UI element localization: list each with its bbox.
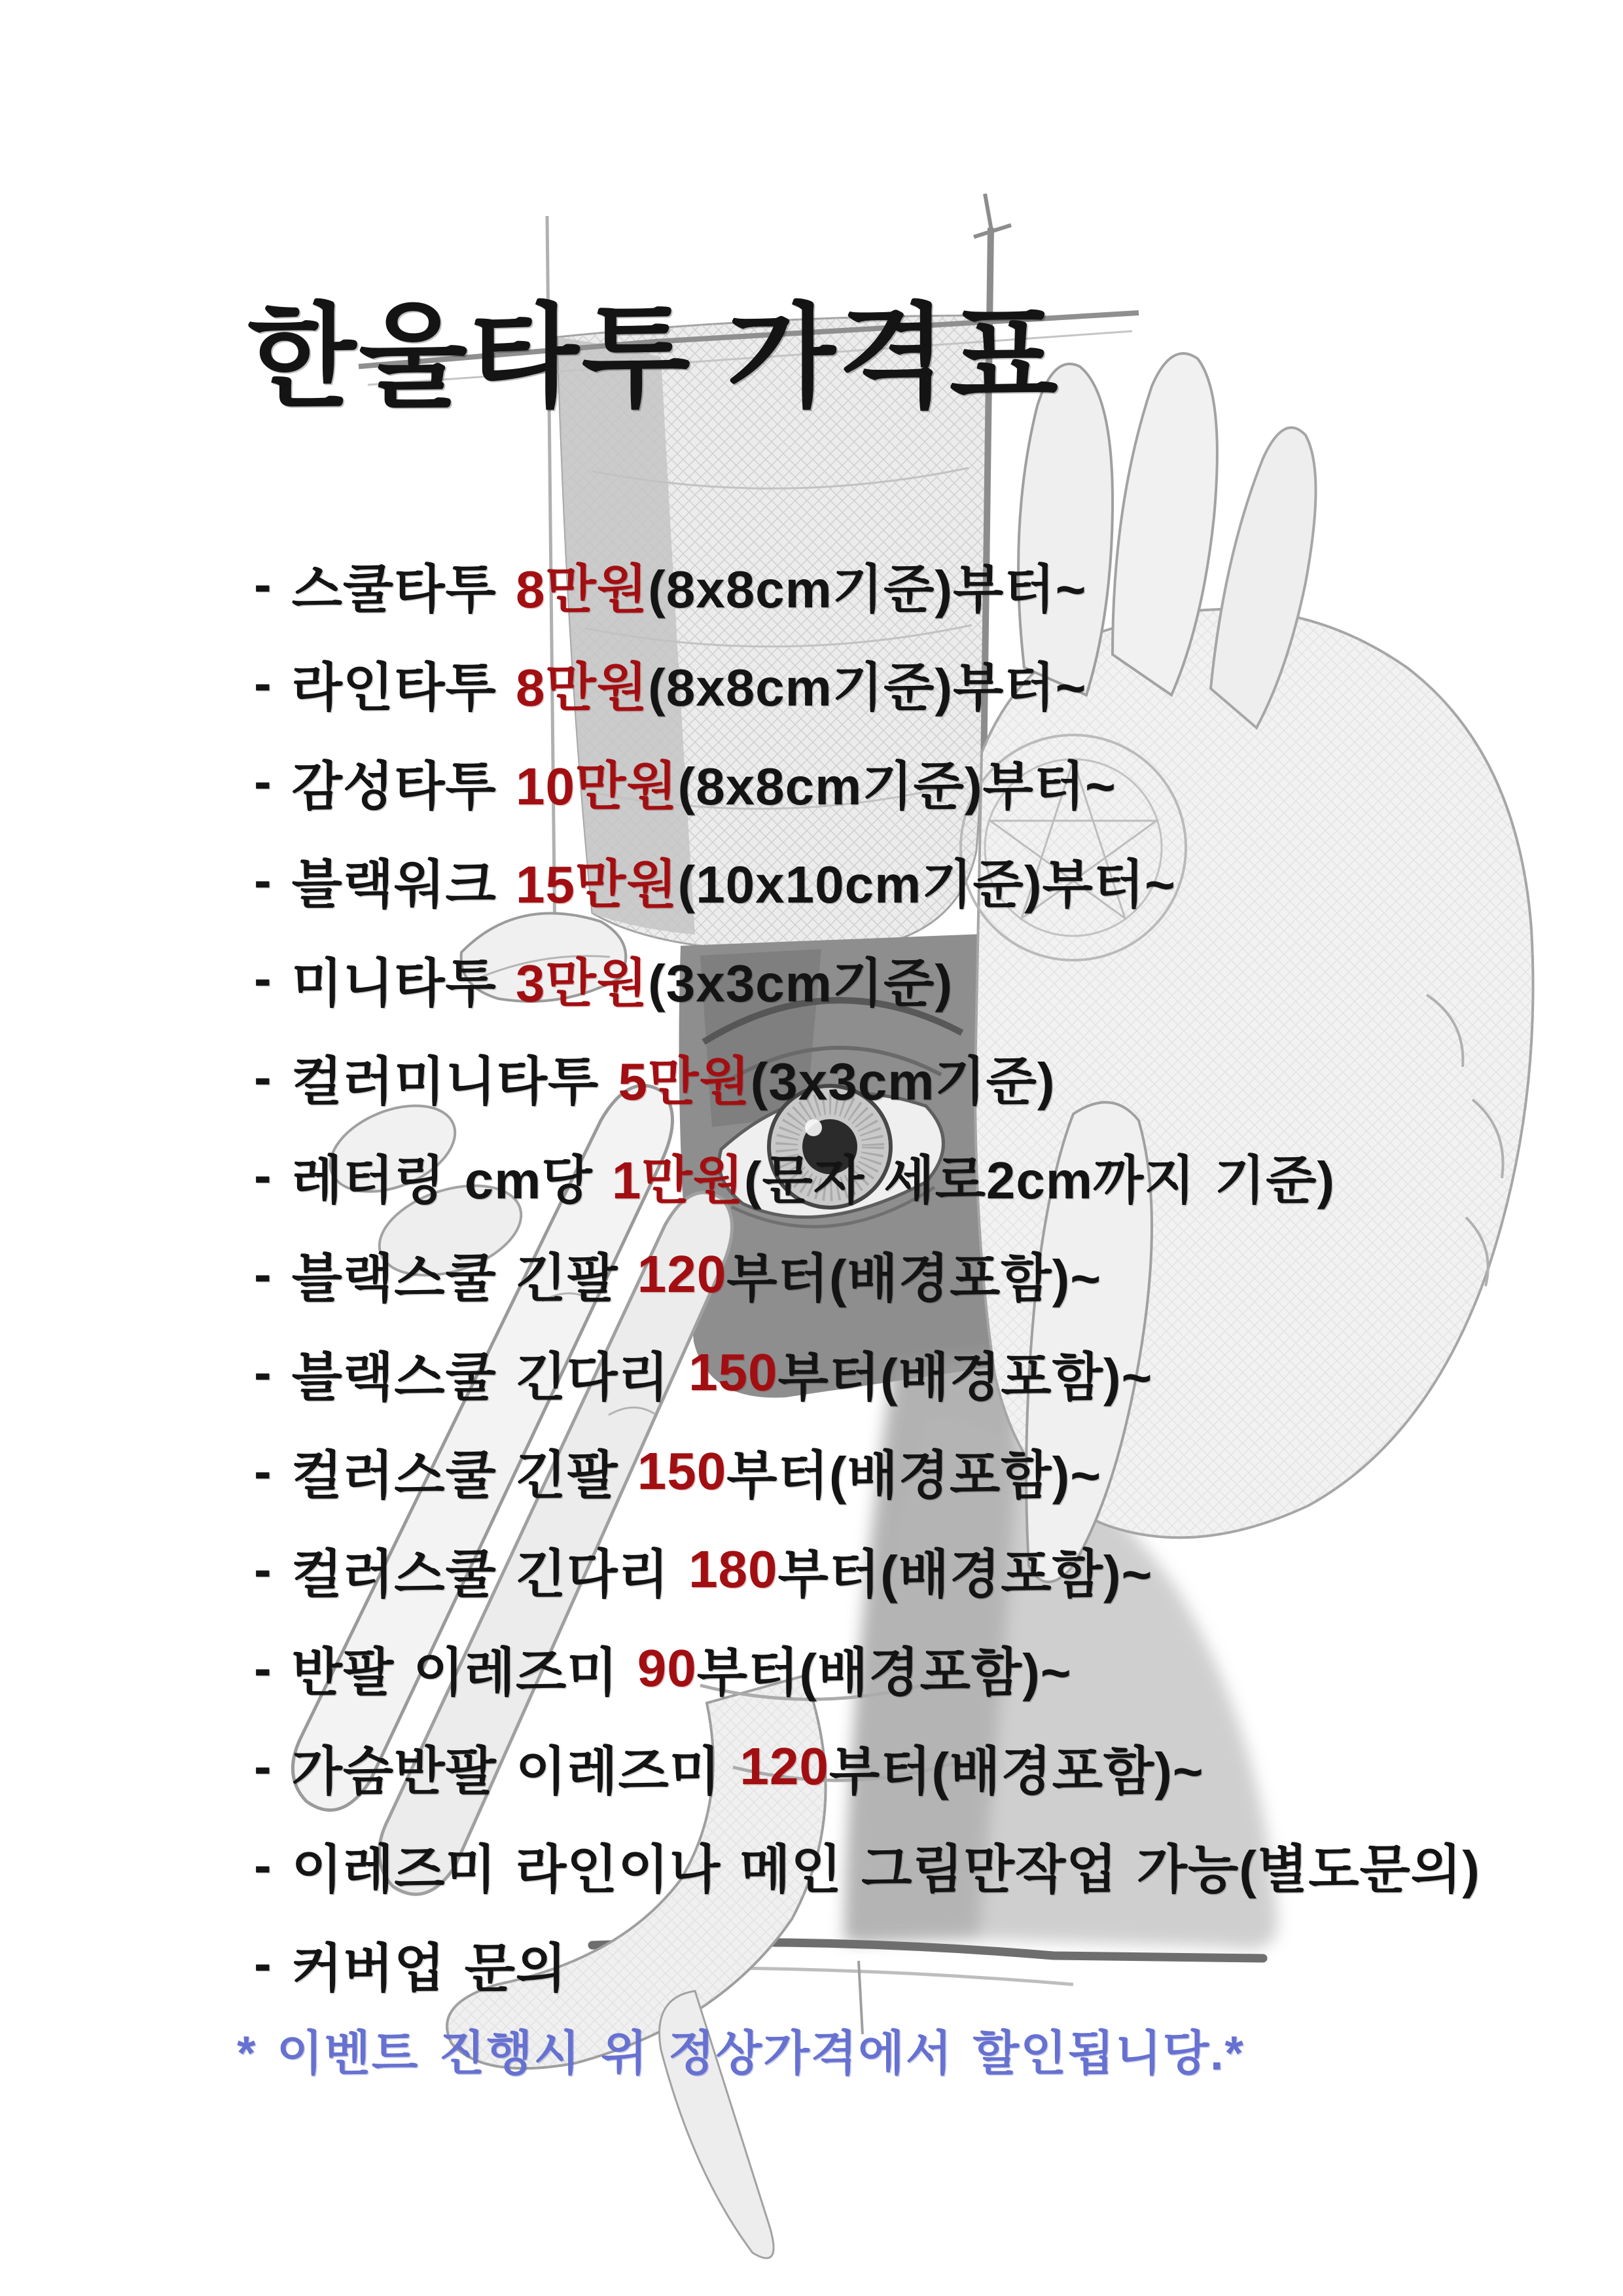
dash: -: [254, 1146, 272, 1205]
price-list-item: [254, 1323, 1480, 1422]
item-text: 감성타투: [291, 757, 516, 816]
item-suffix: (3x3cm기준): [648, 954, 954, 1013]
dash: -: [254, 1540, 272, 1599]
dash: -: [254, 1737, 272, 1796]
item-suffix: 부터(배경포함)~: [777, 1545, 1153, 1604]
item-price: 3만원: [516, 954, 649, 1013]
item-text: 커버업 문의: [291, 1939, 567, 1998]
item-text: 레터링 cm당: [291, 1151, 612, 1210]
price-list-item: [254, 1520, 1480, 1619]
item-text: 블랙스쿨 긴팔: [291, 1249, 637, 1308]
item-price: 120: [637, 1244, 727, 1303]
item-price: 150: [688, 1343, 778, 1402]
dash: -: [254, 653, 272, 712]
item-suffix: 부터(배경포함)~: [726, 1446, 1101, 1505]
dash: -: [254, 1638, 272, 1697]
item-suffix: 부터(배경포함)~: [696, 1643, 1072, 1702]
dash: -: [254, 850, 272, 909]
page-title: 한울타투 가격표: [247, 295, 1061, 420]
price-list-item: [254, 1225, 1480, 1324]
item-price: 1만원: [611, 1151, 744, 1210]
price-list-item: [254, 1816, 1480, 1915]
item-text: 스쿨타투: [291, 560, 516, 619]
price-list-item: [254, 1619, 1480, 1718]
price-list-item: [254, 1422, 1480, 1521]
item-suffix: (10x10cm기준)부터~: [677, 855, 1176, 914]
item-price: 15만원: [516, 855, 678, 914]
price-list-item: [254, 831, 1480, 930]
item-price: 5만원: [618, 1052, 751, 1111]
price-list-item: [254, 732, 1480, 831]
item-price: 8만원: [516, 560, 649, 619]
item-suffix: (3x3cm기준): [750, 1052, 1056, 1111]
dash: -: [254, 1343, 272, 1402]
dash: -: [254, 752, 272, 811]
item-text: 블랙스쿨 긴다리: [291, 1348, 689, 1407]
item-text: 반팔 이레즈미: [291, 1643, 637, 1702]
item-text: 이레즈미 라인이나 메인 그림만작업 가능(별도문의): [291, 1840, 1480, 1899]
item-text: 블랙워크: [291, 855, 516, 914]
price-list-item: [254, 1717, 1480, 1816]
item-suffix: (8x8cm기준)부터~: [648, 658, 1087, 717]
item-suffix: (8x8cm기준)부터~: [648, 560, 1087, 619]
item-price: 8만원: [516, 658, 649, 717]
dash: -: [254, 949, 272, 1008]
item-text: 컬러스쿨 긴다리: [291, 1545, 689, 1604]
item-text: 컬러미니타투: [291, 1052, 618, 1111]
item-price: 120: [740, 1737, 829, 1796]
dash: -: [254, 555, 272, 614]
price-list-item: [254, 1028, 1480, 1127]
item-text: 컬러스쿨 긴팔: [291, 1446, 637, 1505]
event-discount-note: * 이벤트 진행시 위 정상가격에서 할인됩니당.*: [237, 2027, 1245, 2080]
item-price: 180: [688, 1540, 778, 1599]
item-text: 가슴반팔 이레즈미: [291, 1742, 740, 1801]
item-price: 90: [637, 1638, 697, 1697]
item-price: 10만원: [516, 757, 678, 816]
price-list-item: [254, 929, 1480, 1028]
item-suffix: (8x8cm기준)부터~: [677, 757, 1116, 816]
dash: -: [254, 1934, 272, 1993]
item-suffix: 부터(배경포함)~: [777, 1348, 1153, 1407]
price-list: [254, 535, 1480, 2013]
item-suffix: 부터(배경포함)~: [726, 1249, 1101, 1308]
item-price: 150: [637, 1441, 727, 1500]
dash: -: [254, 1047, 272, 1106]
price-list-item: [254, 1914, 1480, 2013]
item-text: 라인타투: [291, 658, 516, 717]
dash: -: [254, 1244, 272, 1303]
item-suffix: (문자 세로2cm까지 기준): [743, 1151, 1335, 1210]
dash: -: [254, 1835, 272, 1894]
price-list-item: [254, 1126, 1480, 1225]
price-list-item: [254, 634, 1480, 733]
price-list-item: [254, 535, 1480, 634]
dash: -: [254, 1441, 272, 1500]
item-suffix: 부터(배경포함)~: [829, 1742, 1204, 1801]
item-text: 미니타투: [291, 954, 516, 1013]
